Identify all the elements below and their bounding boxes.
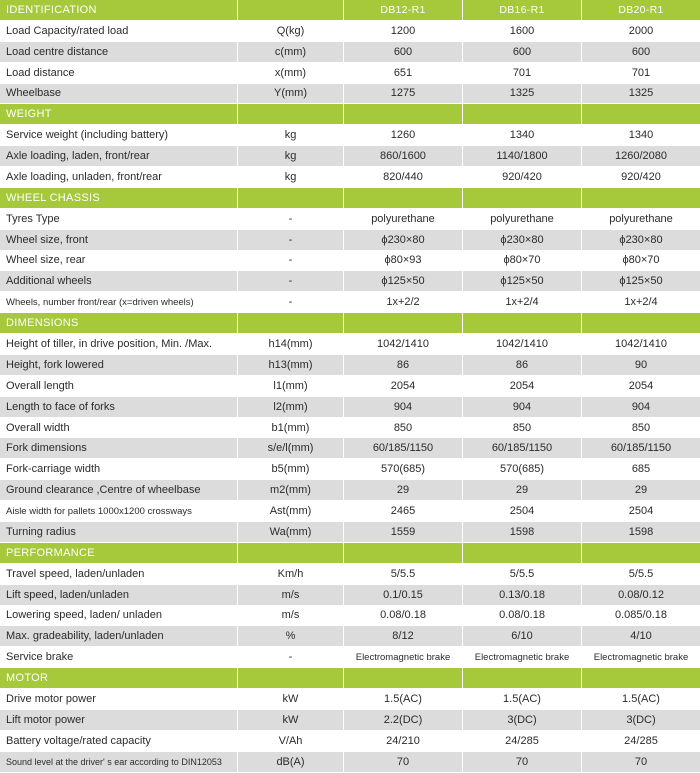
model-name [463,543,582,563]
row-label: Ground clearance ,Centre of wheelbase [0,480,238,500]
row-unit: kg [238,167,344,187]
row-value: 701 [463,63,582,83]
row-value: 0.08/0.18 [344,606,463,626]
row-value: 70 [344,752,463,772]
row-label: Max. gradeability, laden/unladen [0,626,238,646]
row-label: Load centre distance [0,42,238,62]
row-value: polyurethane [609,212,673,225]
row-value: 0.085/0.18 [615,609,667,622]
row-value: ϕ125×50 [463,271,582,291]
row-value: polyurethane [463,209,582,229]
section-header [0,104,700,125]
table-row [0,209,700,230]
table-row [0,397,700,418]
row-value: 1260 [344,125,463,145]
table-row [0,689,700,710]
section-spacer [238,104,344,124]
model-name [344,668,463,688]
row-value: 1.5(AC) [622,692,660,705]
row-label: Height, fork lowered [0,355,238,375]
row-unit: - [238,209,344,229]
row-unit: c(mm) [238,42,344,62]
row-value: 2000 [628,24,654,37]
row-value: 701 [631,66,651,79]
row-unit: Y(mm) [238,84,344,104]
row-unit: - [238,230,344,250]
row-value: 1340 [463,125,582,145]
row-value: 1200 [344,21,463,41]
model-name [344,188,463,208]
section-header [0,543,700,564]
row-value: ϕ230×80 [463,230,582,250]
model-name [582,668,700,688]
table-row [0,626,700,647]
section-title: WHEEL CHASSIS [0,188,238,208]
row-label: Tyres Type [0,209,238,229]
row-value: 90 [634,358,648,371]
model-name: DB12-R1 [344,0,463,20]
section-header [0,668,700,689]
row-value: 904 [463,397,582,417]
row-label: Service brake [0,647,238,667]
row-label: Lift speed, laden/unladen [0,585,238,605]
row-unit: h13(mm) [238,355,344,375]
model-name [582,104,700,124]
row-unit: b5(mm) [238,459,344,479]
table-row [0,271,700,292]
table-row [0,752,700,773]
row-value: 60/185/1150 [610,442,672,455]
row-value: 0.08/0.18 [463,606,582,626]
section-spacer [238,188,344,208]
model-name [463,313,582,333]
model-name [463,668,582,688]
row-label: Fork-carriage width [0,459,238,479]
row-value: 86 [463,355,582,375]
section-title: MOTOR [0,668,238,688]
row-value: 850 [631,421,651,434]
model-name [582,313,700,333]
row-value: 904 [344,397,463,417]
row-value: 60/185/1150 [463,438,582,458]
row-value: 1275 [344,84,463,104]
row-value: 29 [463,480,582,500]
row-unit: m/s [238,585,344,605]
row-value: 1325 [628,87,654,100]
row-value: 5/5.5 [344,564,463,584]
row-unit: m2(mm) [238,480,344,500]
table-row [0,480,700,501]
row-label: Wheelbase [0,84,238,104]
row-unit: % [238,626,344,646]
table-row [0,230,700,251]
row-value: 651 [344,63,463,83]
row-value: 5/5.5 [463,564,582,584]
row-value: 1260/2080 [615,150,667,163]
row-value: ϕ80×93 [344,251,463,271]
row-label: Battery voltage/rated capacity [0,731,238,751]
row-label: Travel speed, laden/unladen [0,564,238,584]
row-unit: - [238,251,344,271]
table-row [0,84,700,105]
row-value: 820/440 [344,167,463,187]
row-value: 860/1600 [344,146,463,166]
row-unit: kW [238,710,344,730]
table-row [0,292,700,313]
table-row [0,710,700,731]
row-value: 29 [634,484,648,497]
row-value: 1600 [463,21,582,41]
table-row [0,376,700,397]
table-row [0,564,700,585]
row-value: 904 [631,400,651,413]
row-value: 8/12 [344,626,463,646]
row-value: 1042/1410 [615,338,667,351]
row-value: 1140/1800 [463,146,582,166]
row-unit: Km/h [238,564,344,584]
table-row [0,355,700,376]
row-value: 2054 [628,379,654,392]
row-value: 600 [631,45,651,58]
row-value: 2054 [344,376,463,396]
row-value: 29 [344,480,463,500]
row-value: 2465 [344,501,463,521]
model-name [463,104,582,124]
row-unit: x(mm) [238,63,344,83]
section-header [0,0,700,21]
row-unit: b1(mm) [238,418,344,438]
table-row [0,63,700,84]
table-row [0,522,700,543]
row-value: 24/210 [344,731,463,751]
row-value: 570(685) [463,459,582,479]
row-label: Lift motor power [0,710,238,730]
row-label: Wheel size, rear [0,251,238,271]
row-value: ϕ125×50 [344,271,463,291]
row-value: polyurethane [344,209,463,229]
row-unit: - [238,292,344,312]
table-row [0,125,700,146]
section-spacer [238,313,344,333]
row-label: Height of tiller, in drive position, Min. /Max. [0,334,238,354]
section-title: PERFORMANCE [0,543,238,563]
table-row [0,606,700,627]
table-row [0,334,700,355]
row-label: Length to face of forks [0,397,238,417]
table-row [0,459,700,480]
row-value: 1x+2/4 [624,296,658,309]
section-title: IDENTIFICATION [0,0,238,20]
table-row [0,731,700,752]
row-value: 1340 [628,129,654,142]
table-row [0,167,700,188]
row-label: Load distance [0,63,238,83]
row-label: Overall length [0,376,238,396]
row-label: Additional wheels [0,271,238,291]
row-label: Axle loading, laden, front/rear [0,146,238,166]
table-row [0,647,700,668]
model-name [344,104,463,124]
row-value: Electromagnetic brake [463,647,582,667]
row-label: Turning radius [0,522,238,542]
row-label: Overall width [0,418,238,438]
row-value: ϕ125×50 [619,275,663,288]
row-unit: l2(mm) [238,397,344,417]
row-value: Electromagnetic brake [344,647,463,667]
row-value: 0.13/0.18 [463,585,582,605]
section-spacer [238,0,344,20]
row-unit: s/e/l(mm) [238,438,344,458]
row-value: 1x+2/4 [463,292,582,312]
row-value: 1598 [628,525,654,538]
row-label: Axle loading, unladen, front/rear [0,167,238,187]
row-value: 1.5(AC) [344,689,463,709]
row-value: 2504 [463,501,582,521]
row-value: 70 [463,752,582,772]
row-unit: kW [238,689,344,709]
row-unit: kg [238,125,344,145]
row-unit: kg [238,146,344,166]
row-value: 0.1/0.15 [344,585,463,605]
row-unit: Ast(mm) [238,501,344,521]
row-value: 1.5(AC) [463,689,582,709]
row-unit: Q(kg) [238,21,344,41]
model-name [344,543,463,563]
model-name: DB16-R1 [463,0,582,20]
row-value: 1x+2/2 [344,292,463,312]
row-value: 24/285 [463,731,582,751]
row-label: Load Capacity/rated load [0,21,238,41]
row-label: Aisle width for pallets 1000x1200 crossways [0,501,238,521]
row-value: 70 [634,755,648,768]
row-value: 685 [631,463,651,476]
table-row [0,146,700,167]
row-value: 0.08/0.12 [618,588,664,601]
row-value: 920/420 [621,170,661,183]
row-value: 1042/1410 [463,334,582,354]
row-value: 600 [344,42,463,62]
row-label: Sound level at the driver' s ear according to DIN12053 [0,752,238,772]
row-label: Fork dimensions [0,438,238,458]
row-label: Wheel size, front [0,230,238,250]
table-row [0,42,700,63]
row-unit: V/Ah [238,731,344,751]
section-header [0,313,700,334]
row-value: 4/10 [630,630,652,643]
row-value: 600 [463,42,582,62]
model-name [582,543,700,563]
row-value: Electromagnetic brake [593,651,689,663]
row-label: Service weight (including battery) [0,125,238,145]
row-unit: - [238,271,344,291]
row-value: 5/5.5 [628,567,654,580]
row-unit: h14(mm) [238,334,344,354]
row-value: ϕ80×70 [463,251,582,271]
model-name [582,188,700,208]
row-value: 570(685) [344,459,463,479]
row-value: 86 [344,355,463,375]
row-unit: Wa(mm) [238,522,344,542]
row-value: 850 [344,418,463,438]
row-unit: m/s [238,606,344,626]
row-unit: dB(A) [238,752,344,772]
row-value: 1598 [463,522,582,542]
section-spacer [238,668,344,688]
row-value: ϕ80×70 [622,254,660,267]
row-label: Lowering speed, laden/ unladen [0,606,238,626]
model-name [344,313,463,333]
row-unit: l1(mm) [238,376,344,396]
row-value: ϕ230×80 [619,233,663,246]
table-row [0,501,700,522]
row-value: 24/285 [624,734,658,747]
row-value: 2054 [463,376,582,396]
section-title: DIMENSIONS [0,313,238,333]
table-row [0,251,700,272]
row-value: 2504 [628,505,654,518]
table-row [0,438,700,459]
section-title: WEIGHT [0,104,238,124]
row-value: 6/10 [463,626,582,646]
row-value: 2.2(DC) [344,710,463,730]
row-label: Wheels, number front/rear (x=driven wheels) [0,292,238,312]
table-row [0,21,700,42]
model-name [463,188,582,208]
row-value: 920/420 [463,167,582,187]
row-value: 3(DC) [626,713,656,726]
row-value: 850 [463,418,582,438]
model-name: DB20-R1 [618,3,664,16]
section-header [0,188,700,209]
row-value: 1325 [463,84,582,104]
table-row [0,585,700,606]
row-value: 1042/1410 [344,334,463,354]
table-row [0,418,700,439]
row-value: 60/185/1150 [344,438,463,458]
section-spacer [238,543,344,563]
row-unit: - [238,647,344,667]
row-value: ϕ230×80 [344,230,463,250]
row-value: 3(DC) [463,710,582,730]
row-value: 1559 [344,522,463,542]
row-label: Drive motor power [0,689,238,709]
